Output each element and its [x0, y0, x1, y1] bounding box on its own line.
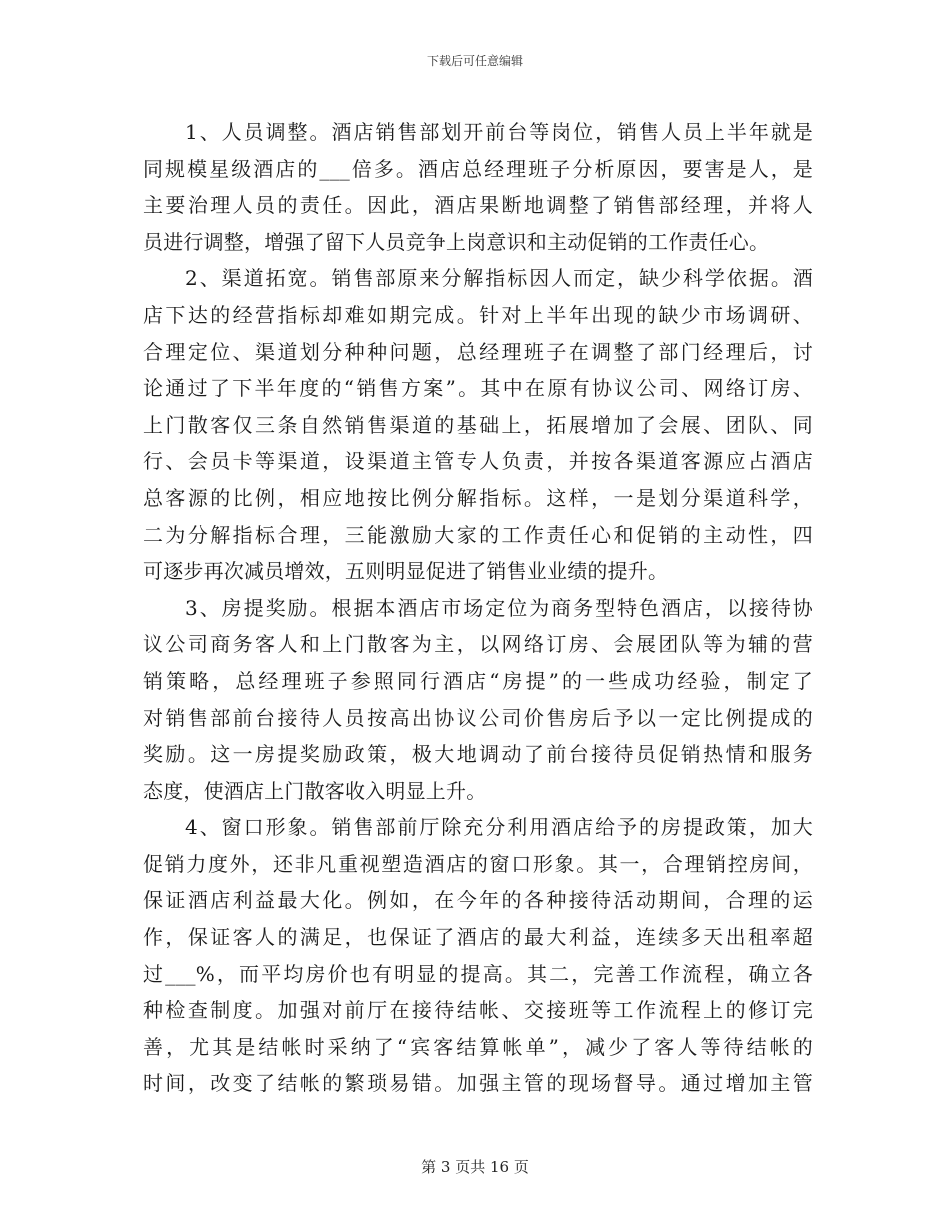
paragraph-2-line: 店下达的经营指标却难如期完成。针对上半年出现的缺少市场调研、 [143, 302, 813, 327]
page-header: 下载后可任意编辑 [426, 54, 523, 68]
paragraph-4-line: 促销力度外，还非凡重视塑造酒店的窗口形象。其一，合理销控房间， [143, 851, 813, 876]
document-body [143, 114, 813, 1102]
paragraph-4-line: 过___%，而平均房价也有明显的提高。其二，完善工作流程，确立各 [143, 961, 813, 986]
paragraph-3-line: 销策略，总经理班子参照同行酒店“房提”的一些成功经验，制定了 [143, 668, 813, 693]
paragraph-4-line: 作，保证客人的满足，也保证了酒店的最大利益，连续多天出租率超 [143, 925, 813, 950]
paragraph-2-line: 2、渠道拓宽。销售部原来分解指标因人而定，缺少科学依据。酒 [185, 266, 813, 291]
paragraph-3-line: 对销售部前台接待人员按高出协议公司价售房后予以一定比例提成的 [143, 705, 813, 730]
paragraph-2-line: 二为分解指标合理，三能激励大家的工作责任心和促销的主动性，四 [143, 522, 813, 547]
page-number: 第 3 页共 16 页 [421, 1158, 529, 1176]
paragraph-3-line: 态度，使酒店上门散客收入明显上升。 [143, 778, 487, 803]
paragraph-1-line: 1、人员调整。酒店销售部划开前台等岗位，销售人员上半年就是 [185, 120, 813, 144]
paragraph-3-line: 3、房提奖励。根据本酒店市场定位为商务型特色酒店，以接待协 [185, 595, 813, 620]
paragraph-4-line: 时间，改变了结帐的繁琐易错。加强主管的现场督导。通过增加主管 [143, 1071, 813, 1096]
paragraph-2-line: 行、会员卡等渠道，设渠道主管专人负责，并按各渠道客源应占酒店 [143, 449, 813, 474]
paragraph-3-line: 议公司商务客人和上门散客为主，以网络订房、会展团队等为辅的营 [143, 632, 813, 657]
paragraph-4-line: 保证酒店利益最大化。例如，在今年的各种接待活动期间，合理的运 [143, 888, 813, 913]
paragraph-4-line: 善，尤其是结帐时采纳了“宾客结算帐单”，减少了客人等待结帐的 [143, 1034, 813, 1059]
paragraph-2-line: 总客源的比例，相应地按比例分解指标。这样，一是划分渠道科学， [143, 485, 813, 510]
paragraph-1-line: 主要治理人员的责任。因此，酒店果断地调整了销售部经理，并将人 [143, 193, 813, 218]
paragraph-3-line: 奖励。这一房提奖励政策，极大地调动了前台接待员促销热情和服务 [143, 742, 813, 767]
paragraph-4-line: 种检查制度。加强对前厅在接待结帐、交接班等工作流程上的修订完 [143, 998, 813, 1023]
paragraph-2-line: 上门散客仅三条自然销售渠道的基础上，拓展增加了会展、团队、同 [143, 412, 813, 437]
paragraph-2-line: 论通过了下半年度的“销售方案”。其中在原有协议公司、网络订房、 [143, 376, 813, 401]
paragraph-2-line: 合理定位、渠道划分种种问题，总经理班子在调整了部门经理后，讨 [143, 339, 813, 364]
paragraph-1-line: 员进行调整，增强了留下人员竞争上岗意识和主动促销的工作责任心。 [143, 229, 770, 254]
paragraph-1-line: 同规模星级酒店的___倍多。酒店总经理班子分析原因，要害是人，是 [143, 156, 813, 181]
paragraph-4-line: 4、窗口形象。销售部前厅除充分利用酒店给予的房提政策，加大 [185, 815, 813, 840]
paragraph-2-line: 可逐步再次减员增效，五则明显促进了销售业业绩的提升。 [143, 559, 669, 584]
